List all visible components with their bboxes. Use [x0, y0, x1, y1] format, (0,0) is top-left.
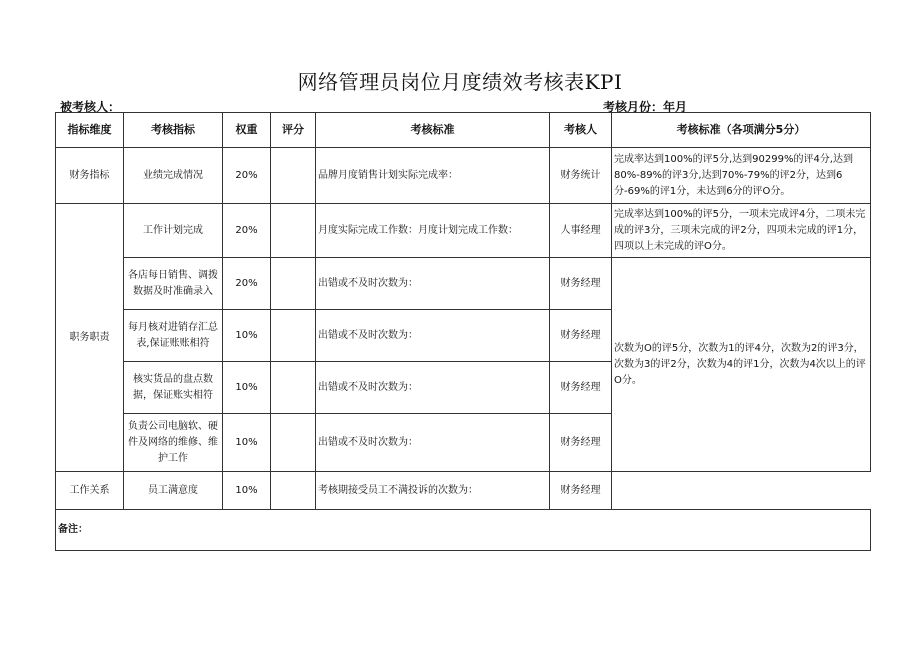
header-criteria: 考核标准（各项满分5分） — [612, 113, 871, 148]
assessee-label: 被考核人： — [60, 100, 121, 114]
standard-cell: 出错或不及时次数为： — [316, 362, 550, 414]
weight-cell: 10% — [223, 414, 271, 472]
score-cell[interactable] — [271, 414, 316, 472]
assessor-cell: 财务经理 — [550, 362, 612, 414]
assessor-cell: 人事经理 — [550, 204, 612, 258]
header-standard: 考核标准 — [316, 113, 550, 148]
assessor-cell: 财务经理 — [550, 258, 612, 310]
dimension-cell: 职务职责 — [56, 204, 124, 472]
indicator-cell: 员工满意度 — [124, 472, 223, 510]
standard-cell: 月度实际完成工作数：月度计划完成工作数： — [316, 204, 550, 258]
weight-cell: 10% — [223, 310, 271, 362]
table-row — [56, 258, 871, 310]
assessor-cell: 财务经理 — [550, 310, 612, 362]
header-assessor: 考核人 — [550, 113, 612, 148]
table-row — [56, 204, 871, 258]
indicator-cell: 每月核对进销存汇总表,保证账账相符 — [124, 310, 223, 362]
score-cell[interactable] — [271, 258, 316, 310]
month-label: 考核月份：年月 — [603, 100, 688, 114]
table-row — [56, 148, 871, 204]
indicator-cell: 工作计划完成 — [124, 204, 223, 258]
header-score: 评分 — [271, 113, 316, 148]
weight-cell: 10% — [223, 362, 271, 414]
kpi-table — [55, 112, 871, 551]
table-header-row — [56, 113, 871, 148]
score-cell[interactable] — [271, 362, 316, 414]
notes-row — [56, 510, 871, 551]
weight-cell: 20% — [223, 204, 271, 258]
dimension-cell: 工作关系 — [56, 472, 124, 510]
header-indicator: 考核指标 — [124, 113, 223, 148]
standard-cell: 品牌月度销售计划实际完成率： — [316, 148, 550, 204]
table-row — [56, 472, 871, 510]
score-cell[interactable] — [271, 310, 316, 362]
score-cell[interactable] — [271, 204, 316, 258]
assessor-cell: 财务经理 — [550, 414, 612, 472]
dimension-cell: 财务指标 — [56, 148, 124, 204]
criteria-cell: 完成率达到100%的评5分,达到90299%的评4分,达到80%-89%的评3分,达到70%-79%的评2分，达到6分-69%的评1分，未达到6分的评O分。 — [612, 148, 871, 204]
weight-cell: 20% — [223, 258, 271, 310]
indicator-cell: 负责公司电脑软、硬件及网络的维修、维护工作 — [124, 414, 223, 472]
weight-cell: 20% — [223, 148, 271, 204]
standard-cell: 出错或不及时次数为： — [316, 414, 550, 472]
standard-cell: 出错或不及时次数为： — [316, 310, 550, 362]
header-weight: 权重 — [223, 113, 271, 148]
header-dimension: 指标维度 — [56, 113, 124, 148]
assessor-cell: 财务经理 — [550, 472, 612, 510]
standard-cell: 出错或不及时次数为： — [316, 258, 550, 310]
notes-cell[interactable]: 备注： — [56, 510, 871, 551]
score-cell[interactable] — [271, 472, 316, 510]
criteria-cell: 完成率达到100%的评5分，一项未完成评4分，二项未完成的评3分，三项未完成的评2分，四项未完成的评1分，四项以上未完成的评O分。 — [612, 204, 871, 258]
score-cell[interactable] — [271, 148, 316, 204]
page-title: 网络管理员岗位月度绩效考核表KPI — [297, 70, 623, 94]
weight-cell: 10% — [223, 472, 271, 510]
criteria-cell: 次数为O的评5分，次数为1的评4分，次数为2的评3分，次数为3的评2分，次数为4的评1分，次数为4次以上的评O分。 — [612, 258, 871, 472]
indicator-cell: 各店每日销售、调拨数据及时准确录入 — [124, 258, 223, 310]
indicator-cell: 业绩完成情况 — [124, 148, 223, 204]
assessor-cell: 财务统计 — [550, 148, 612, 204]
standard-cell: 考核期接受员工不满投诉的次数为： — [316, 472, 550, 510]
indicator-cell: 核实货品的盘点数据，保证账实相符 — [124, 362, 223, 414]
